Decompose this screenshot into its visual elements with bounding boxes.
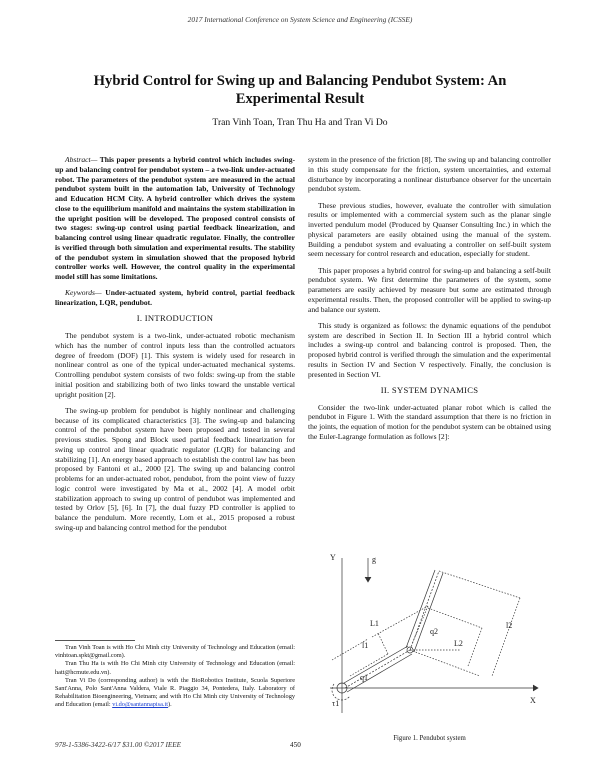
- page-number: 450: [290, 741, 301, 749]
- conference-header: 2017 International Conference on System Science and Engineering (ICSSE): [187, 15, 413, 24]
- footnote: Tran Vinh Toan is with Ho Chi Minh city University of Technology and Education (email: vinhtoan.spkt@gmail.com).: [55, 644, 295, 660]
- link1-com-label: l1: [362, 641, 369, 650]
- gravity-label: g: [372, 555, 376, 564]
- keywords: [55, 288, 295, 308]
- q1-label: q1: [360, 673, 368, 682]
- torque-label: τ1: [332, 699, 340, 708]
- figure-caption: Figure 1. Pendubot system: [393, 735, 466, 742]
- footnote-rule: [55, 640, 135, 641]
- paper-title: Hybrid Control for Swing up and Balancing Pendubot System: An Experimental Result: [93, 73, 507, 107]
- paragraph: These previous studies, however, evaluate the controller with simulation results or implemented with a commercial system such as the planar single inverted pendulum model (Produced by Quanser Consulting Inc.) in which the physical parameters are easily obtained using the manual of the system. Building a pendubot system and evaluating a controller on self-built system seem necessary for control research and education, especially for student.: [308, 200, 551, 259]
- right-column: [308, 155, 551, 448]
- paper-authors: Tran Vinh Toan, Tran Thu Ha and Tran Vi Do: [212, 117, 388, 128]
- paragraph: This study is organized as follows: the dynamic equations of the pendubot system are described in Section II. In Section III a hybrid control which includes a swing-up control and balancing control is proposed. Then, the proposed hybrid control is verified through the simulation and the experimental results in Section IV and Section V respectively. Finally, the conclusion is presented in Section VI.: [308, 320, 551, 379]
- footnote-text: Tran Vi Do (corresponding author) is with the BioRobotics Institute, Scuola Superiore Sant'Anna, Polo Sant'Anna Valdera, Viale R. Piaggio 34, Pontedera, Italy. Laboratory of Rehabilitation Bioengineering, Vietnam; and with Ho Chi Minh city University of Technology and Education (email:: [55, 676, 295, 709]
- abstract-label: Abstract—: [65, 155, 98, 164]
- footnote: [55, 677, 295, 710]
- paragraph: system in the presence of the friction [8]. The swing up and balancing controller in this study compensate for the friction, system uncertainties, and external disturbance by incorporating a nonlinear disturbance observer for the uncertain pendubot system.: [308, 155, 551, 194]
- pendubot-figure: [330, 548, 550, 728]
- abstract-text: This paper presents a hybrid control which includes swing-up and balancing control for pendubot system – a two-link under-actuated robot. The parameters of the pendubot system are measured in the actual pendubot system built in the automation lab, University of Technology and Education HCM City. A hybrid controller which drives the system close to the equilibrium manifold and maintains the system stabilization in the upright position will be developed. The proposed control consists of two stages: swing-up control using partial feedback linearization, and balancing control using linear quadratic regulator. Finally, the controller is verified through both simulation and experimental results. The stability of the pendubot system in simulation showed that the proposed hybrid controller works well. However, the control quality in the experimental model still has some limitations.: [55, 155, 295, 281]
- x-axis-label: X: [530, 696, 536, 705]
- q2-label: q2: [430, 627, 438, 636]
- abstract: [55, 155, 295, 282]
- y-axis-label: Y: [330, 553, 336, 562]
- link2-length-label: l2: [506, 621, 513, 630]
- section-heading-system-dynamics: II. SYSTEM DYNAMICS: [380, 384, 479, 395]
- footnote-end: ).: [168, 701, 172, 709]
- footnotes: [55, 644, 295, 710]
- paragraph: The swing-up problem for pendubot is highly nonlinear and challenging because of its complicated characteristics [3]. The swing-up and balancing control of the pendubot system have been proposed and tested in several previous studies. Spong and Block used partial feedback linearization for swing up control and linear quadratic regulator (LQR) for balancing and stabilizing [1]. An energy based approach to establish the control law has been proposed by Fantoni et al., 2000 [2]. The swing up and balancing control problems for an under-actuated robot, pendubot, from the point view of fuzzy logic control were investigated by Ma et al., 2002 [4]. A model orbit stabilization approach to swing up control of pendubot was implemented and tested by Orlov [5], [6]. In [7], the dual fuzzy PD controller is applied to balance the pendulum. More recently, Lom et al., 2015 proposed a robust swing-up and balancing control method for the pendubot: [55, 405, 295, 532]
- paragraph: Consider the two-link under-actuated planar robot which is called the pendubot in Figure 1. With the standard assumption that there is no friction in the joints, the equation of motion for the pendubot system can be obtained using the Euler-Lagrange formulation as follows [2]:: [308, 402, 551, 441]
- link1-length-label: L1: [370, 619, 379, 628]
- link-1: [344, 646, 412, 692]
- footer-isbn: 978-1-5386-3422-6/17 $31.00 ©2017 IEEE: [55, 741, 182, 749]
- link2-com-label: L2: [454, 639, 463, 648]
- footnote: Tran Thu Ha is with Ho Chi Minh city University of Technology and Education (email: hatt@hcmute.edu.vn).: [55, 660, 295, 676]
- email-link[interactable]: vi.do@santannapisa.it: [112, 701, 169, 709]
- paragraph: The pendubot system is a two-link, under-actuated robotic mechanism which has the number of control inputs less than the controlled actuators degree of freedom (DOF) [1]. This system is widely used for research in nonlinear control as one of the typical under-actuated mechanical systems. Controlling pendubot system consists of two folds: swing-up from the stable initial position and stabilizing both of two links toward the unstable vertical upright position [2].: [55, 331, 295, 399]
- section-heading-introduction: I. INTRODUCTION: [136, 313, 214, 324]
- left-column: [55, 155, 295, 539]
- link-2: [406, 570, 443, 652]
- keywords-label: Keywords—: [65, 288, 102, 298]
- keywords-text: Under-actuated system, hybrid control, partial feedback linearization, LQR, pendubot.: [55, 288, 295, 307]
- paragraph: This paper proposes a hybrid control for swing-up and balancing a self-built pendubot system. We first determine the parameters of the system, some parameters are easily achieved by measure but some are estimated through experimental results. Then, the proposed controller will be applied to swing-up and balance our system.: [308, 265, 551, 314]
